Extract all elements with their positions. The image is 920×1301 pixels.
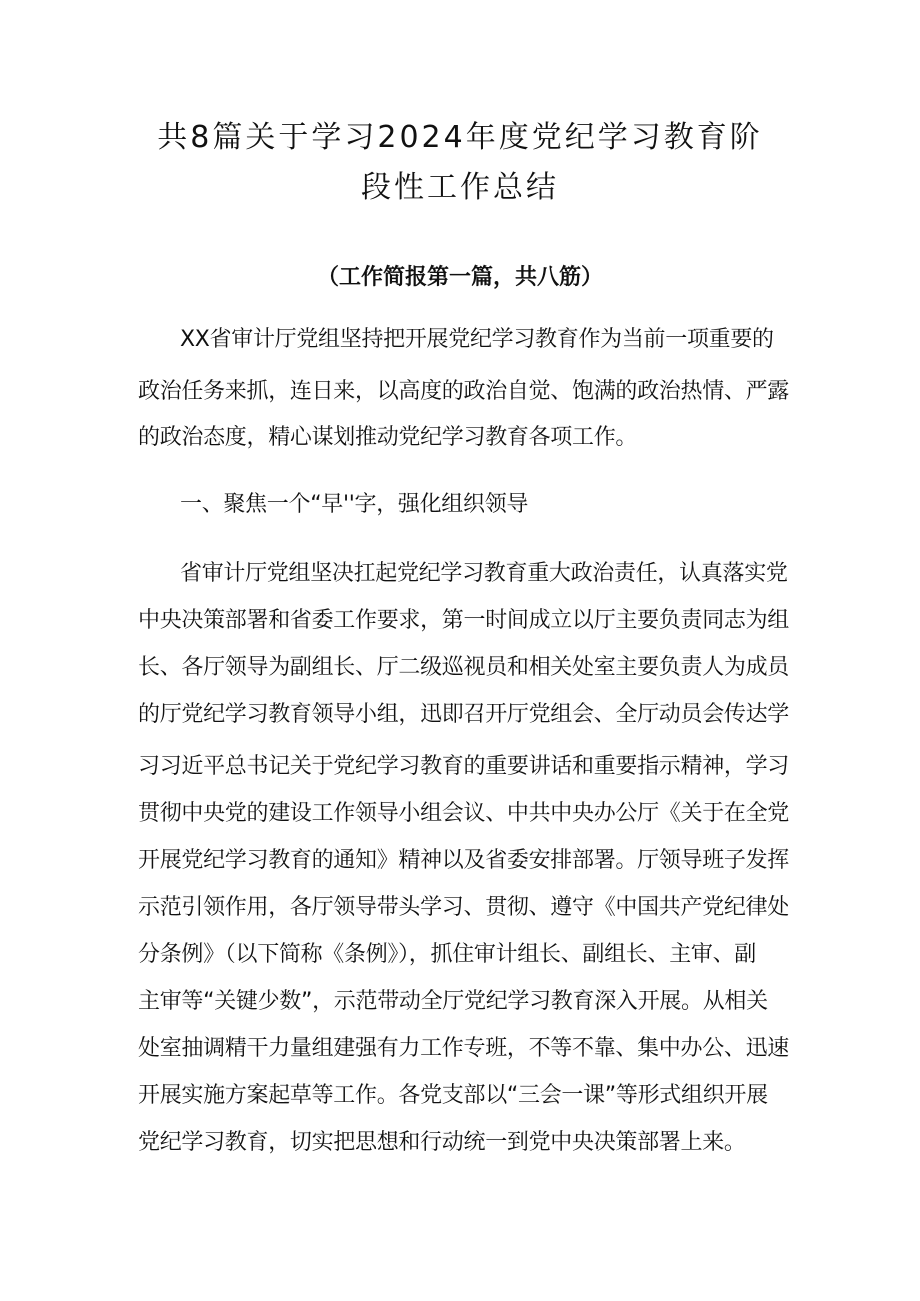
body-line-5: 习习近平总书记关于党纪学习教育的重要讲话和重要指示精神，学习 [138, 754, 790, 779]
body-line-11: 处室抽调精干力量组建强有力工作专班，不等不靠、集中办公、迅速 [138, 1036, 790, 1061]
document-subtitle: （工作简报第一篇，共八筋） [316, 265, 603, 290]
document-title-line-1: 共8篇关于学习2024年度党纪学习教育阶 [157, 120, 763, 155]
intro-line-3: 的政治态度，精心谋划推动党纪学习教育各项工作。 [138, 425, 638, 450]
section-heading: 一、聚焦一个“早''字，强化组织领导 [180, 492, 529, 517]
document-title-line-2: 段性工作总结 [361, 170, 559, 205]
body-line-12: 开展实施方案起草等工作。各党支部以“三会一课”等形式组织开展 [138, 1083, 768, 1108]
body-line-2: 中央决策部署和省委工作要求，第一时间成立以厅主要负责同志为组 [138, 608, 790, 633]
body-line-9: 分条例》（以下简称《条例》），抓住审计组长、副组长、主审、副 [138, 942, 757, 967]
body-line-1: 省审计厅党组坚决扛起党纪学习教育重大政治责任，认真落实党 [180, 561, 788, 586]
body-line-7: 开展党纪学习教育的通知》精神以及省委安排部署。厅领导班子发挥 [138, 848, 790, 873]
body-line-8: 示范引领作用，各厅领导带头学习、贯彻、遵守《中国共产党纪律处 [138, 895, 790, 920]
body-line-6: 贯彻中央党的建设工作领导小组会议、中共中央办公厅《关于在全党 [138, 801, 790, 826]
body-line-10: 主审等“关键少数”，示范带动全厅党纪学习教育深入开展。从相关 [138, 989, 768, 1014]
intro-line-1: XX省审计厅党组坚持把开展党纪学习教育作为当前一项重要的 [180, 327, 774, 352]
body-line-4: 的厅党纪学习教育领导小组，迅即召开厅党组会、全厅动员会传达学 [138, 702, 790, 727]
intro-line-2: 政治任务来抓，连日来，以高度的政治自觉、饱满的政治热情、严露 [138, 379, 790, 404]
body-line-3: 长、各厅领导为副组长、厅二级巡视员和相关处室主要负责人为成员 [138, 655, 790, 680]
body-line-13: 党纪学习教育，切实把思想和行动统一到党中央决策部署上来。 [138, 1130, 746, 1155]
